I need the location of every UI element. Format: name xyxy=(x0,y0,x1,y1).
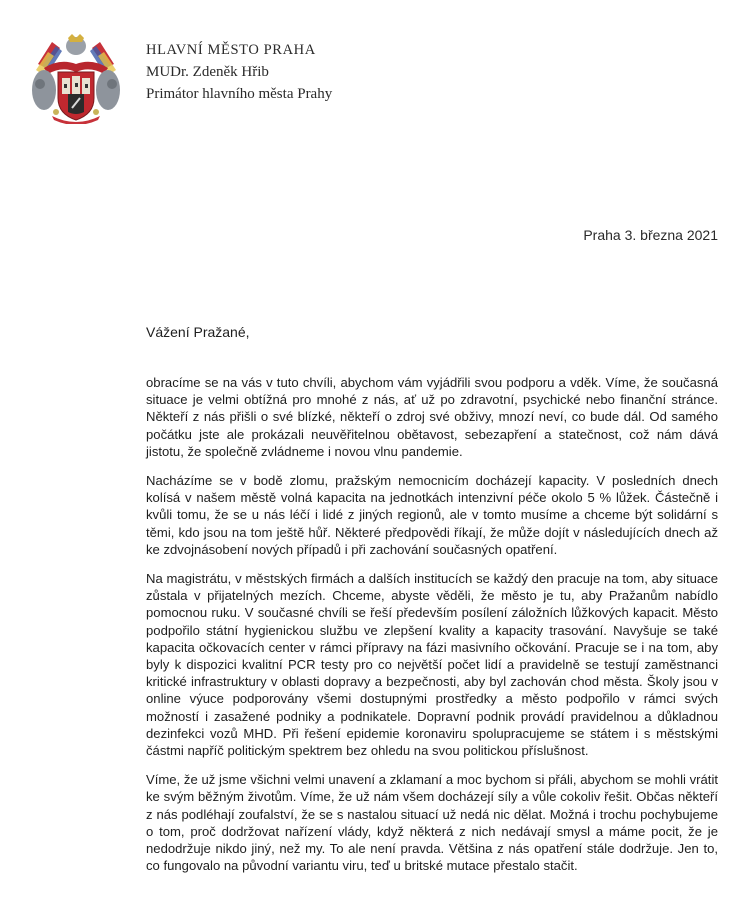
letter-date: Praha 3. března 2021 xyxy=(583,227,718,243)
paragraph: obracíme se na vás v tuto chvíli, abychom vám vyjádřili svou podporu a vděk. Víme, že současná situace je velmi obtížná pro mnohé z nás, ať už po zdravotní, psychické nebo finanční stránce. Někteří z nás přišli o své blízké, někteří o zdroj své obživy, mnozí neví, co bude dál. Od samého počátku jste ale prokázali neuvěřitelnou obětavost, sebezapření a statečnost, což nám dává jistotu, že společně zvládneme i novou vlnu pandemie. xyxy=(146,375,718,459)
salutation: Vážení Pražané, xyxy=(146,324,250,340)
prague-coat-of-arms-icon xyxy=(30,34,122,124)
paragraph: Víme, že už jsme všichni velmi unavení a zklamaní a moc bychom si přáli, abychom se mohli vrátit ke svým běžným životům. Víme, že už nám všem docházejí síly a vůle cokoliv řešit. Občas někteří z nás podléhají zoufalství, že se s nastalou situací už nedá nic dělat. Možná i trochu pochybujeme o tom, proč dodržovat nařízení vlády, když některá z nich nedávají smysl a máme pocit, že je nedodržuje nikdo jiný, než my. To ale není pravda. Většina z nás opatření stále dodržuje. Jen to, co fungovalo na původní variantu viru, teď u britské mutace přestalo stačit. xyxy=(146,772,718,874)
paragraph: Nacházíme se v bodě zlomu, pražským nemocnicím docházejí kapacity. V posledních dnech kolísá v našem městě volná kapacita na jednotkách intenzivní péče okolo 5 % lůžek. Částečně i kvůli tomu, že se u nás léčí i lidé z jiných regionů, ale v tomto musíme a chceme být solidární s těmi, kdo jsou na tom ještě hůř. Některé předpovědi říkají, že může dojít v následujících dnech až ke zdvojnásobení nových případů i při zachování současných opatření. xyxy=(146,473,718,557)
organization-name: HLAVNÍ MĚSTO PRAHA xyxy=(146,42,316,58)
sender-name: MUDr. Zdeněk Hřib xyxy=(146,64,269,80)
sender-title: Primátor hlavního města Prahy xyxy=(146,86,333,102)
paragraph: Na magistrátu, v městských firmách a dalších institucích se každý den pracuje na tom, aby situace zůstala v přijatelných mezích. Chceme, abyste věděli, že město je tu, aby Pražanům nabídlo pomocnou ruku. V současné chvíli se řeší především posílení záložních lůžkových kapacit. Město podpořilo státní hygienickou službu ve zlepšení kvality a kapacity trasování. Navyšuje se také kapacita očkovacích center v rámci přípravy na fázi masivního očkování. Pracuje se i na tom, aby byly k dispozici kvalitní PCR testy pro co největší počet lidí a pravidelně se testují zaměstnanci kritické infrastruktury v oblasti dopravy a bezpečnosti, aby byl zachován chod města. Školy jsou v online výuce podporovány všemi dostupnými prostředky a město podpořilo v rámci svých možností i zasažené podniky a podnikatele. Dopravní podnik provádí pravidelnou a důkladnou dezinfekci vozů MHD. Při řešení epidemie koronaviru spolupracujeme se státem i s městskými částmi napříč politickým spektrem bez ohledu na svou politickou příslušnost. xyxy=(146,571,718,759)
letter-body xyxy=(146,322,718,886)
letterhead xyxy=(30,34,332,124)
letterhead-text xyxy=(146,39,332,105)
